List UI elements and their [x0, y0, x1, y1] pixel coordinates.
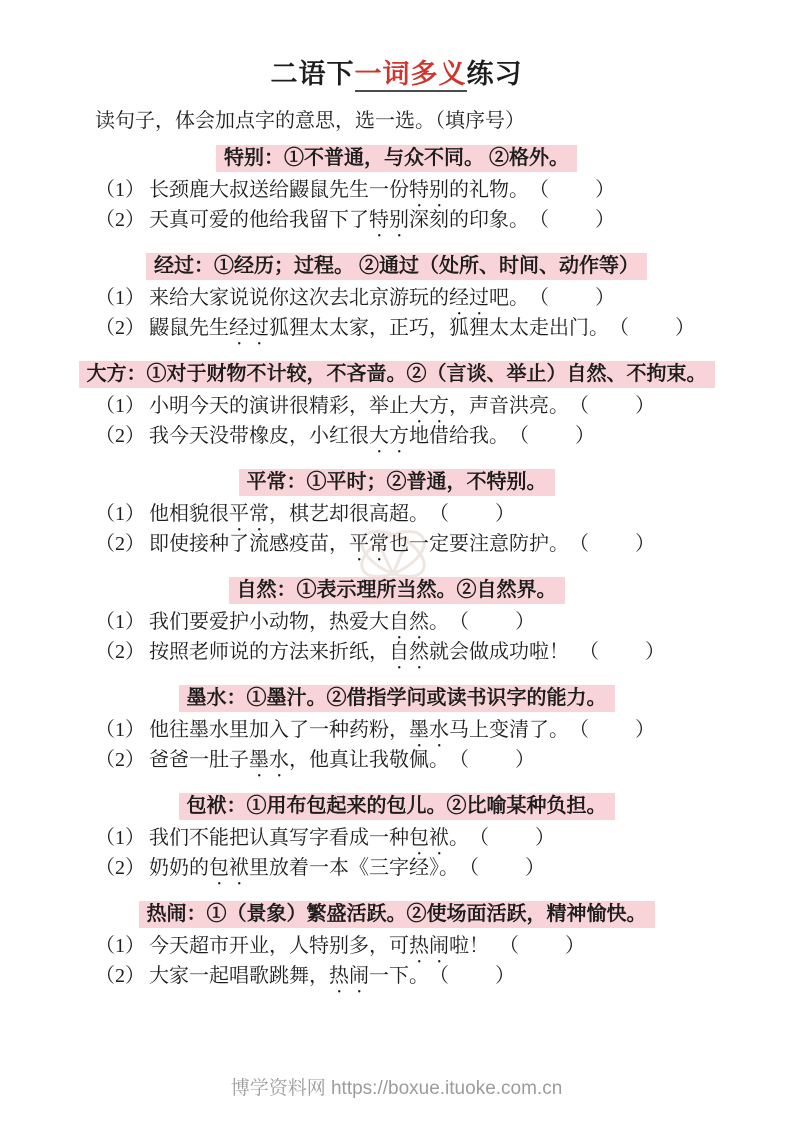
emphasized-word: 热闹	[409, 935, 449, 957]
definition-row	[0, 901, 793, 931]
sentence-post: ，声音洪亮。	[449, 395, 569, 417]
sentence-number: （2）	[95, 425, 145, 447]
answer-blank: （ ）	[469, 857, 547, 879]
sentence-post: 就会做成功啦！	[429, 641, 569, 663]
sentence-pre: 来给大家说说你这次去北京游玩的	[149, 287, 449, 309]
sentence-post: 马上变清了。	[449, 719, 569, 741]
emphasized-word: 墨水	[409, 719, 449, 741]
sentence-line	[95, 421, 793, 451]
sentence-number: （2）	[95, 965, 145, 987]
emphasized-word: 平常	[229, 503, 269, 525]
answer-blank: （ ）	[459, 611, 537, 633]
sentence-pre: 即使接种了流感疫苗，	[149, 533, 349, 555]
emphasized-word: 大方	[369, 425, 409, 447]
sentence-pre: 长颈鹿大叔送给鼹鼠先生一份	[149, 179, 409, 201]
definition-row	[0, 253, 793, 283]
definition-highlight	[179, 685, 615, 712]
answer-blank: （ ）	[539, 209, 617, 231]
definition-text: ①表示理所当然。②自然界。	[296, 579, 557, 601]
sentence-pre: 小明今天的演讲很精彩，举止	[149, 395, 409, 417]
sentence-number: （1）	[95, 611, 145, 633]
emphasized-word: 特别	[409, 179, 449, 201]
definition-row	[0, 793, 793, 823]
sentence-post: 地借给我。	[409, 425, 509, 447]
sentence-line	[95, 823, 793, 853]
sentence-line	[95, 391, 793, 421]
emphasized-word: 特别	[369, 209, 409, 231]
answer-blank: （ ）	[579, 395, 657, 417]
answer-blank: （ ）	[539, 287, 617, 309]
emphasized-word: 墨水	[249, 749, 289, 771]
sentence-pre: 按照老师说的方法来折纸，	[149, 641, 389, 663]
sentence-post: 。	[429, 611, 449, 633]
sentence-number: （2）	[95, 317, 145, 339]
word-section	[0, 901, 793, 991]
sentence-number: （1）	[95, 395, 145, 417]
emphasized-word: 大方	[409, 395, 449, 417]
term-label: 经过：	[154, 255, 214, 277]
answer-blank: （ ）	[459, 749, 537, 771]
sentence-pre: 今天超市开业，人特别多，可	[149, 935, 409, 957]
sentence-pre: 大家一起唱歌跳舞，	[149, 965, 329, 987]
definition-highlight	[139, 901, 655, 928]
definition-highlight	[146, 253, 647, 280]
sentence-post: 。	[449, 827, 469, 849]
sentence-post: 深刻的印象。	[409, 209, 529, 231]
sentence-post: 一下。	[369, 965, 429, 987]
sections-container	[0, 145, 793, 991]
term-label: 平常：	[246, 471, 307, 493]
sentence-number: （2）	[95, 857, 145, 879]
answer-blank: （ ）	[499, 935, 587, 957]
definition-highlight	[79, 361, 715, 388]
definition-text: ①平时；②普通，不特别。	[306, 471, 547, 493]
sentence-post: ，棋艺却很高超。	[269, 503, 429, 525]
answer-blank: （ ）	[579, 533, 657, 555]
sentence-post: 也一定要注意防护。	[389, 533, 569, 555]
definition-text: ①对于财物不计较，不吝啬。②（言谈、举止）自然、不拘束。	[146, 363, 707, 385]
definition-row	[0, 145, 793, 175]
sentence-pre: 爸爸一肚子	[149, 749, 249, 771]
sentence-number: （2）	[95, 533, 145, 555]
answer-blank: （ ）	[479, 827, 557, 849]
sentence-number: （2）	[95, 209, 145, 231]
sentence-line	[95, 931, 793, 961]
sentence-line	[95, 607, 793, 637]
word-section	[0, 685, 793, 775]
emphasized-word: 自然	[389, 641, 429, 663]
sentence-pre: 他往墨水里加入了一种药粉，	[149, 719, 409, 741]
term-label: 墨水：	[186, 687, 247, 709]
answer-blank: （ ）	[519, 425, 597, 447]
sentence-pre: 鼹鼠先生	[149, 317, 229, 339]
answer-blank: （ ）	[579, 641, 667, 663]
definition-highlight	[239, 469, 555, 496]
definition-text: ①用布包起来的包儿。②比喻某种负担。	[246, 795, 607, 817]
sentence-pre: 天真可爱的他给我留下了	[149, 209, 369, 231]
emphasized-word: 平常	[349, 533, 389, 555]
sentence-line	[95, 715, 793, 745]
emphasized-word: 自然	[389, 611, 429, 633]
sentence-line	[95, 961, 793, 991]
word-section	[0, 253, 793, 343]
sentence-line	[95, 175, 793, 205]
emphasized-word: 包袱	[209, 857, 249, 879]
sentence-post: 吧。	[489, 287, 529, 309]
term-label: 包袱：	[186, 795, 247, 817]
answer-blank: （ ）	[439, 965, 517, 987]
definition-row	[0, 577, 793, 607]
sentence-post: 狐狸太太家，正巧，狐狸太太走出门。	[269, 317, 609, 339]
word-section	[0, 793, 793, 883]
sentence-pre: 他相貌很	[149, 503, 229, 525]
sentence-line	[95, 745, 793, 775]
sentence-number: （1）	[95, 503, 145, 525]
sentence-line	[95, 637, 793, 667]
word-section	[0, 577, 793, 667]
sentence-pre: 奶奶的	[149, 857, 209, 879]
sentence-number: （1）	[95, 287, 145, 309]
sentence-line	[95, 499, 793, 529]
term-label: 特别：	[224, 147, 284, 169]
sentence-post: 啦！	[449, 935, 489, 957]
definition-text: ①不普通，与众不同。 ②格外。	[284, 147, 569, 169]
sentence-line	[95, 853, 793, 883]
title-suffix: 练习	[466, 59, 523, 89]
word-section	[0, 469, 793, 559]
sentence-line	[95, 283, 793, 313]
word-section	[0, 361, 793, 451]
definition-highlight	[179, 793, 615, 820]
answer-blank: （ ）	[619, 317, 697, 339]
definition-text: ①墨汁。②借指学问或读书识字的能力。	[246, 687, 607, 709]
definition-row	[0, 685, 793, 715]
page-title	[0, 0, 793, 91]
definition-row	[0, 361, 793, 391]
emphasized-word: 包袱	[409, 827, 449, 849]
term-label: 热闹：	[146, 903, 207, 925]
sentence-post: ，他真让我敬佩。	[289, 749, 449, 771]
definition-text: ①（景象）繁盛活跃。②使场面活跃，精神愉快。	[206, 903, 647, 925]
sentence-number: （2）	[95, 641, 145, 663]
sentence-post: 的礼物。	[449, 179, 529, 201]
emphasized-word: 经过	[229, 317, 269, 339]
sentence-number: （1）	[95, 719, 145, 741]
definition-row	[0, 469, 793, 499]
definition-highlight	[229, 577, 565, 604]
sentence-line	[95, 529, 793, 559]
sentence-pre: 我们不能把认真写字看成一种	[149, 827, 409, 849]
sentence-number: （1）	[95, 179, 145, 201]
emphasized-word: 热闹	[329, 965, 369, 987]
sentence-number: （1）	[95, 827, 145, 849]
instruction-text: 读句子，体会加点字的意思，选一选。（填序号）	[95, 110, 525, 132]
answer-blank: （ ）	[579, 719, 657, 741]
answer-blank: （ ）	[539, 179, 617, 201]
sentence-number: （1）	[95, 935, 145, 957]
sentence-pre: 我们要爱护小动物，热爱大	[149, 611, 389, 633]
title-highlight: 一词多义	[355, 59, 467, 92]
title-prefix: 二语下	[270, 59, 355, 89]
term-label: 自然：	[236, 579, 297, 601]
sentence-pre: 我今天没带橡皮，小红很	[149, 425, 369, 447]
answer-blank: （ ）	[439, 503, 517, 525]
definition-text: ①经历；过程。 ②通过（处所、时间、动作等）	[214, 255, 639, 277]
sentence-line	[95, 205, 793, 235]
sentence-post: 里放着一本《三字经》。	[249, 857, 459, 879]
term-label: 大方：	[86, 363, 147, 385]
word-section	[0, 145, 793, 235]
footer-credit: 博学资料网 https://boxue.ituoke.com.cn	[230, 1078, 563, 1099]
sentence-number: （2）	[95, 749, 145, 771]
definition-highlight	[216, 145, 577, 172]
sentence-line	[95, 313, 793, 343]
emphasized-word: 经过	[449, 287, 489, 309]
